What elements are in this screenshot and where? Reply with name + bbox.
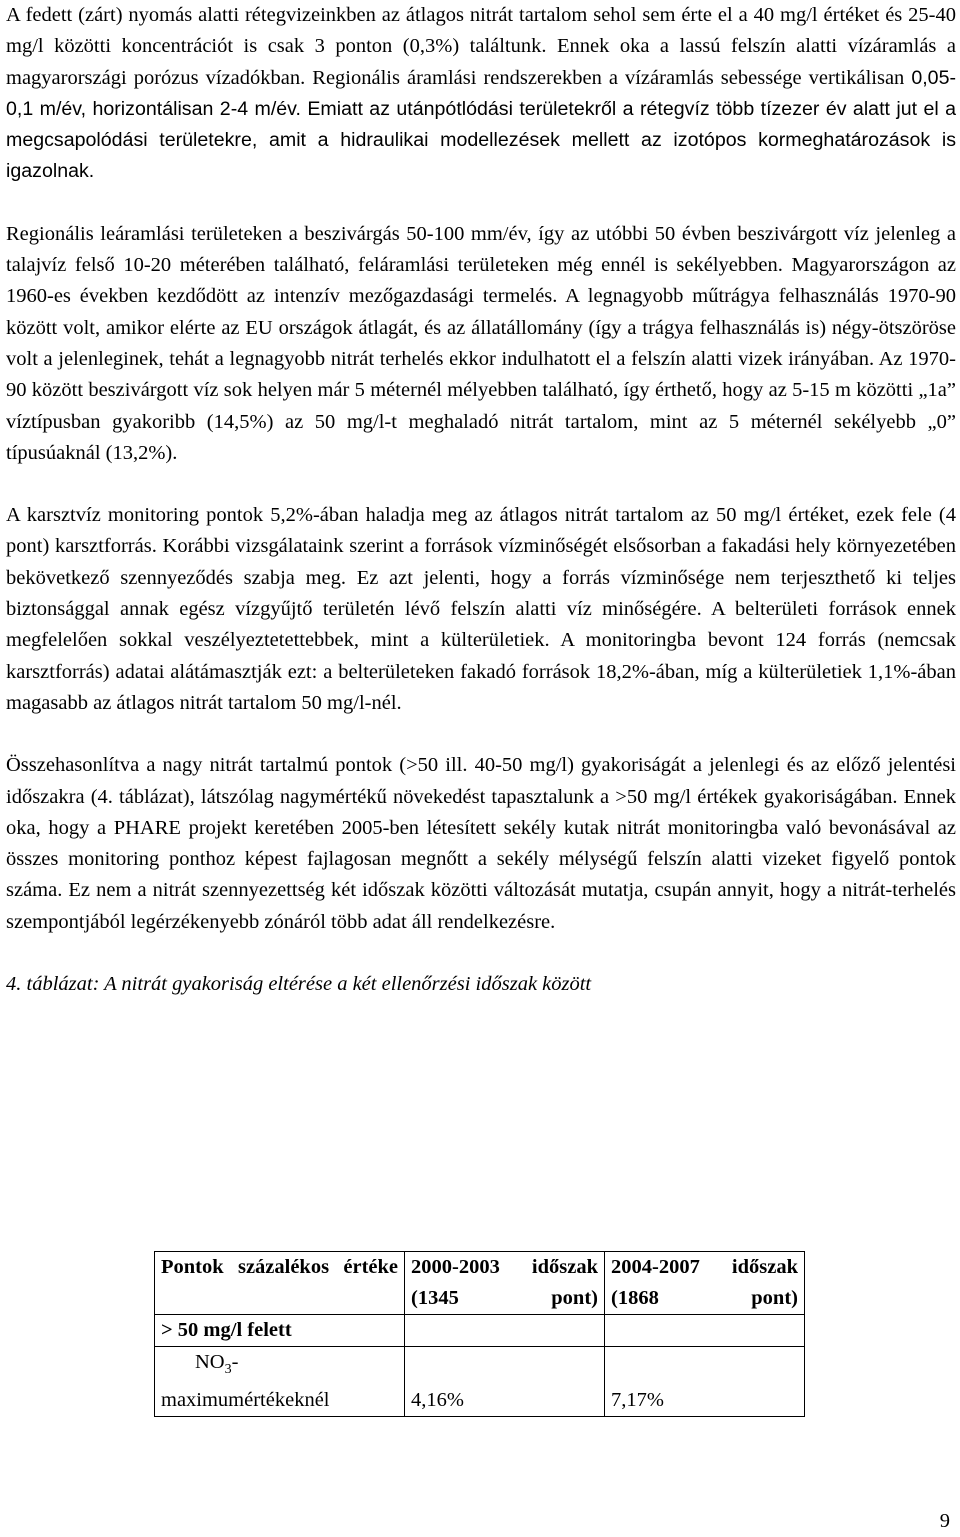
empty-cell — [605, 1315, 805, 1347]
row-label-line-2: maximumértékeknél — [161, 1389, 330, 1412]
page-number: 9 — [939, 1510, 950, 1532]
table-section-row — [155, 1315, 805, 1347]
paragraph-gap — [6, 719, 956, 750]
table-row — [155, 1347, 805, 1417]
header-cell-2000-2003: 2000-2003 időszak (1345 pont) — [405, 1252, 605, 1315]
row-label-subscript: 3 — [224, 1362, 232, 1378]
paragraph-gap — [6, 188, 956, 219]
paragraph-1 — [6, 0, 956, 188]
header-cell-2004-2007: 2004-2007 időszak (1868 pont) — [605, 1252, 805, 1315]
document-page — [6, 0, 956, 1000]
value-cell-2004-2007: 7,17% — [605, 1347, 805, 1417]
nitrate-frequency-table — [154, 1251, 805, 1417]
table-caption: 4. táblázat: A nitrát gyakoriság eltérése a két ellenőrzési időszak között — [6, 973, 592, 996]
paragraph-gap — [6, 938, 956, 969]
paragraph-gap — [6, 469, 956, 500]
value-cell-2000-2003: 4,16% — [405, 1347, 605, 1417]
paragraph-4: Összehasonlítva a nagy nitrát tartalmú pontok (>50 ill. 40-50 mg/l) gyakoriságát a jelenlegi és az előző jelentési időszakra (4. táblázat), látszólag nagymértékű növekedést tapasztalunk a >50 mg/l értékek gyakoriságában. Ennek oka, hogy a PHARE projekt keretében 2005-ben létesített sekély kutak nitrát monitoringba való bevonásával az összes monitoring ponthoz képest fajlagosan megnőtt a sekély mélységű felszín alatti vizeket figyelő pontok száma. Ez nem a nitrát szennyezettség két időszak közötti változását mutatja, csupán annyit, hogy a nitrát-terhelés szempontjából legérzékenyebb zónáról több adat áll rendelkezésre. — [6, 754, 956, 933]
paragraph-2: Regionális leáramlási területeken a beszivárgás 50-100 mm/év, így az utóbbi 50 évben beszivárgott víz jelenleg a talajvíz felső 10-20 méterében található, feláramlási területeken még ennél is sekélyebben. Magyarországon az 1960-es években kezdődött az intenzív mezőgazdasági termelés. A legnagyobb műtrágya felhasználás 1970-90 között volt, amikor elérte az EU országok átlagát, és az állatállomány (így a trágya felhasználás is) négy-ötszöröse volt a jelenleginek, tehát a legnagyobb nitrát terhelés ekkor indulhatott el a felszín alatti vizek irányában. Az 1970-90 között beszivárgott víz sok helyen már 5 méternél mélyebben található, így érthető, hogy az 5-15 m közötti „1a” víztípusban gyakoribb (14,5%) az 50 mg/l-t meghaladó nitrát tartalom, mint az 5 méternél sekélyebb „0” típusúaknál (13,2%). — [6, 222, 956, 464]
paragraph-1-part-1: A fedett (zárt) nyomás alatti rétegvizeinkben az átlagos nitrát tartalom sehol sem érte el a 40 mg/l értéket és 25-40 mg/l közötti koncentrációt is csak 3 ponton (0,3%) találtunk. Ennek oka a lassú felszín alatti vízáramlás a magyarországi porózus vízadókban. Regionális áramlási rendszerekben a vízáramlás sebessége vertikálisan — [6, 4, 956, 89]
header-cell-points: Pontok százalékos értéke — [155, 1252, 405, 1315]
row-label-cell — [155, 1347, 405, 1417]
paragraph-3: A karsztvíz monitoring pontok 5,2%-ában haladja meg az átlagos nitrát tartalom az 50 mg/l értéket, ezek fele (4 pont) karsztforrás. Korábbi vizsgálataink szerint a források vízminőségét elsősorban a fakadási hely környezetében bekövetkező szennyeződés szabja meg. Ez azt jelenti, hogy a forrás vízminősége nem terjeszthető ki teljes biztonsággal annak egész vízgyűjtő területén lévő felszín alatti víz minőségére. A belterületi források ennek megfelelően sokkal veszélyeztetettebbek, mint a külterületiek. A monitoringba bevont 124 forrás (nemcsak karsztforrás) adatai alátámasztják ezt: a belterületeken fakadó források 18,2%-ában, míg a külterületiek 1,1%-ában magasabb az átlagos nitrát tartalom 50 mg/l-nél. — [6, 504, 956, 714]
paragraph-1-part-2: 0,05-0,1 m/év, horizontálisan 2-4 m/év. Emiatt az utánpótlódási területekről a rétegvíz több tízezer év alatt jut el a megcsapolódási területekre, amit a hidraulikai modellezések mellett az izotópos kormeghatározások is igazolnak. — [6, 66, 956, 183]
row-label-prefix: NO — [195, 1351, 225, 1373]
row-label-line-1 — [161, 1347, 238, 1385]
row-label-suffix: - — [231, 1351, 239, 1373]
empty-cell — [405, 1315, 605, 1347]
table-header-row — [155, 1252, 805, 1315]
section-label-cell: > 50 mg/l felett — [155, 1315, 405, 1347]
